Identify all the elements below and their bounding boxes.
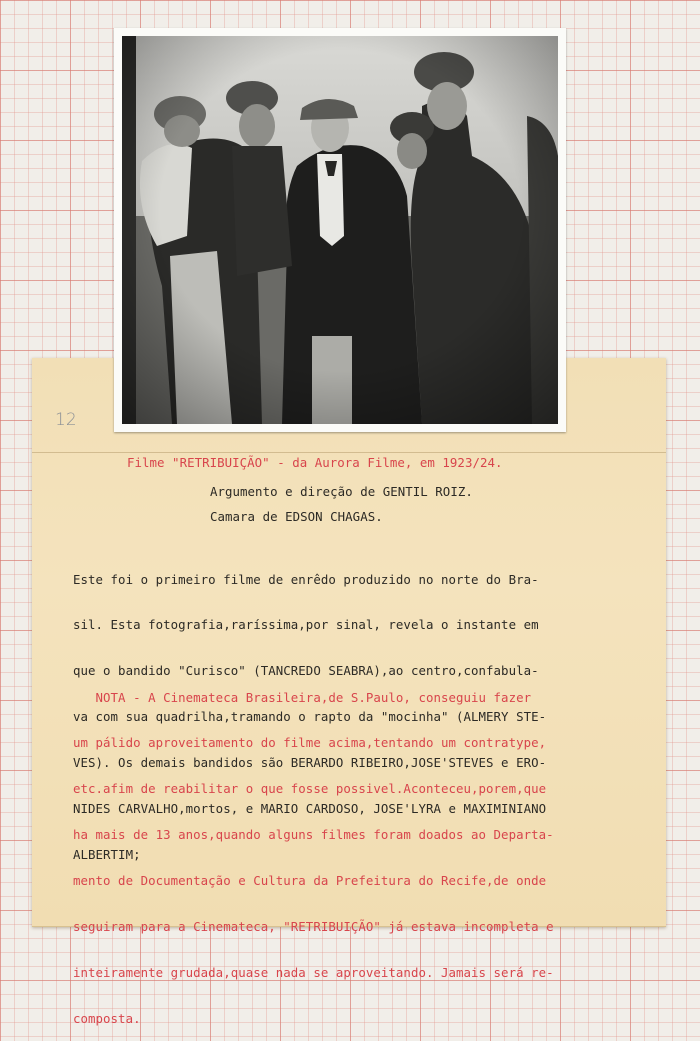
body-line: VES). Os demais bandidos são BERARDO RIBEIRO,JOSE'STEVES e ERO- <box>73 755 547 771</box>
note-line: inteiramente grudada,quase nada se aproveitando. Jamais será re- <box>73 964 554 980</box>
photo-frame <box>114 28 566 432</box>
body-line: sil. Esta fotografia,raríssima,por sinal, revela o instante em <box>73 617 539 633</box>
body-line: va com sua quadrilha,tramando o rapto da "mocinha" (ALMERY STE- <box>73 709 547 725</box>
page-number: 12 <box>55 410 77 430</box>
credit-camera: Camara de EDSON CHAGAS. <box>210 509 383 524</box>
note-line: composta. <box>73 1010 141 1026</box>
body-line: Este foi o primeiro filme de enrêdo produzido no norte do Bra- <box>73 571 539 587</box>
note-line: seguiram para a Cinemateca, "RETRIBUIÇÃO" já estava incompleta e <box>73 919 554 935</box>
note-line: mento de Documentação e Cultura da Prefeitura do Recife,de onde <box>73 873 547 889</box>
film-still-photo <box>122 36 558 424</box>
note-line: etc.afim de reabilitar o que fosse possivel.Aconteceu,porem,que <box>73 781 547 797</box>
film-title-heading: Filme "RETRIBUIÇÃO" - da Aurora Filme, em 1923/24. <box>127 455 503 470</box>
note-line: NOTA - A Cinemateca Brasileira,de S.Paulo, conseguiu fazer <box>73 689 532 705</box>
note-line: um pálido aproveitamento do filme acima,tentando um contratype, <box>73 735 547 751</box>
paper-fold-line <box>32 452 666 453</box>
body-line: que o bandido "Curisco" (TANCREDO SEABRA),ao centro,confabula- <box>73 663 539 679</box>
credit-director: Argumento e direção de GENTIL ROIZ. <box>210 484 473 499</box>
note-paragraph <box>73 659 554 1041</box>
note-line: ha mais de 13 anos,quando alguns filmes foram doados ao Departa- <box>73 827 554 843</box>
body-line: NIDES CARVALHO,mortos, e MARIO CARDOSO, JOSE'LYRA e MAXIMINIANO <box>73 801 547 817</box>
body-line: ALBERTIM; <box>73 846 141 862</box>
